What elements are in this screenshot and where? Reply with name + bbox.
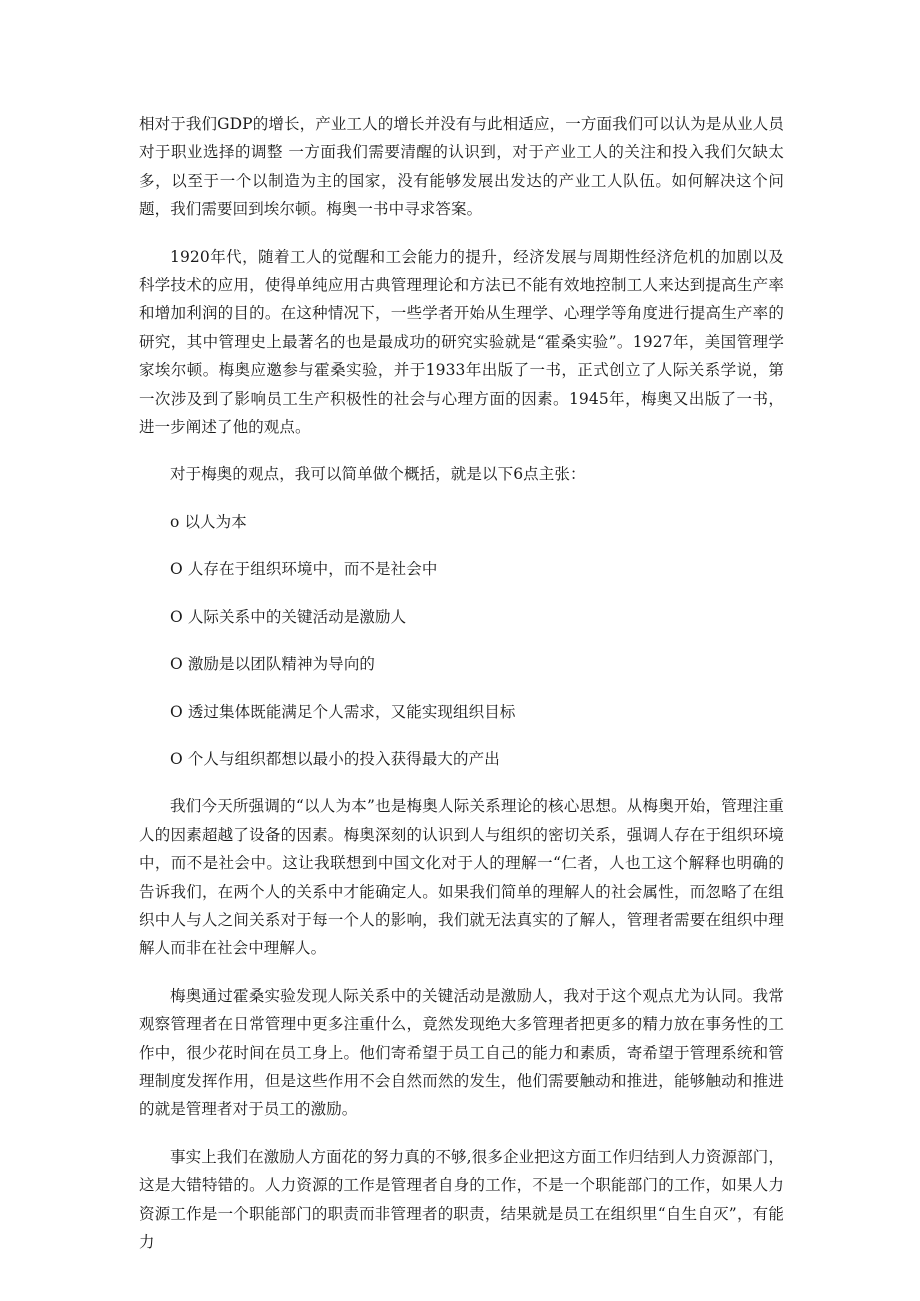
document-page [139, 110, 784, 1275]
paragraph-hr-responsibility: 事实上我们在激励人方面花的努力真的不够,很多企业把这方面工作归结到人力资源部门，这是大错特错的。人力资源的工作是管理者自身的工作，不是一个职能部门的工作，如果人力资源工作是一个职能部门的职责而非管理者的职责，结果就是员工在组织里“自生自灭”，有能力 [139, 1147, 784, 1251]
paragraph-motivation: 梅奥通过霍桑实验发现人际关系中的关键活动是激励人，我对于这个观点尤为认同。我常观察管理者在日常管理中更多注重什么，竟然发现绝大多管理者把更多的精力放在事务性的工作中，很少花时间在员工身上。他们寄希望于员工自己的能力和素质，寄希望于管理系统和管理制度发挥作用，但是这些作用不会自然而然的发生，他们需要触动和推进，能够触动和推进的就是管理者对于员工的激励。 [139, 986, 784, 1119]
list-item: O 人际关系中的关键活动是激励人 [170, 607, 407, 626]
list-item: O 激励是以团队精神为导向的 [170, 655, 376, 674]
list-item: O 人存在于组织环境中，而不是社会中 [170, 560, 438, 579]
list-item: O 透过集体既能满足个人需求，又能实现组织目标 [170, 702, 516, 721]
paragraph-hawthorne-history: 1920年代，随着工人的觉醒和工会能力的提升，经济发展与周期性经济危机的加剧以及科学技术的应用，使得单纯应用古典管理理论和方法已不能有效地控制工人来达到提高生产率和增加利润的目的。在这种情况下，一些学者开始从生理学、心理学等角度进行提高生产率的研究，其中管理史上最著名的也是最成功的研究实验就是“霍桑实验”。1927年，美国管理学家埃尔顿。梅奥应邀参与霍桑实验，并于1933年出版了一书，正式创立了人际关系学说，第一次涉及到了影响员工生产积极性的社会与心理方面的因素。1945年，梅奥又出版了一书，进一步阐述了他的观点。 [139, 247, 784, 437]
list-item: o 以人为本 [170, 512, 247, 531]
list-item: O 个人与组织都想以最小的投入获得最大的产出 [170, 749, 500, 768]
paragraph-summary-intro: 对于梅奥的观点，我可以简单做个概括，就是以下6点主张： [170, 465, 586, 484]
paragraph-gdp-workers: 相对于我们GDP的增长，产业工人的增长并没有与此相适应，一方面我们可以认为是从业人员对于职业选择的调整 一方面我们需要清醒的认识到，对于产业工人的关注和投入我们欠缺太多，以至于一个以制造为主的国家，没有能够发展出发达的产业工人队伍。如何解决这个问题，我们需要回到埃尔顿。梅奥一书中寻求答案。 [139, 115, 784, 219]
mayo-points-list [139, 508, 784, 773]
paragraph-people-oriented: 我们今天所强调的“以人为本”也是梅奥人际关系理论的核心思想。从梅奥开始，管理注重人的因素超越了设备的因素。梅奥深刻的认识到人与组织的密切关系，强调人存在于组织环境中，而不是社会中。这让我联想到中国文化对于人的理解一“仁者，人也工这个解释也明确的告诉我们，在两个人的关系中才能确定人。如果我们简单的理解人的社会属性，而忽略了在组织中人与人之间关系对于每一个人的影响，我们就无法真实的了解人，管理者需要在组织中理解人而非在社会中理解人。 [139, 797, 784, 958]
